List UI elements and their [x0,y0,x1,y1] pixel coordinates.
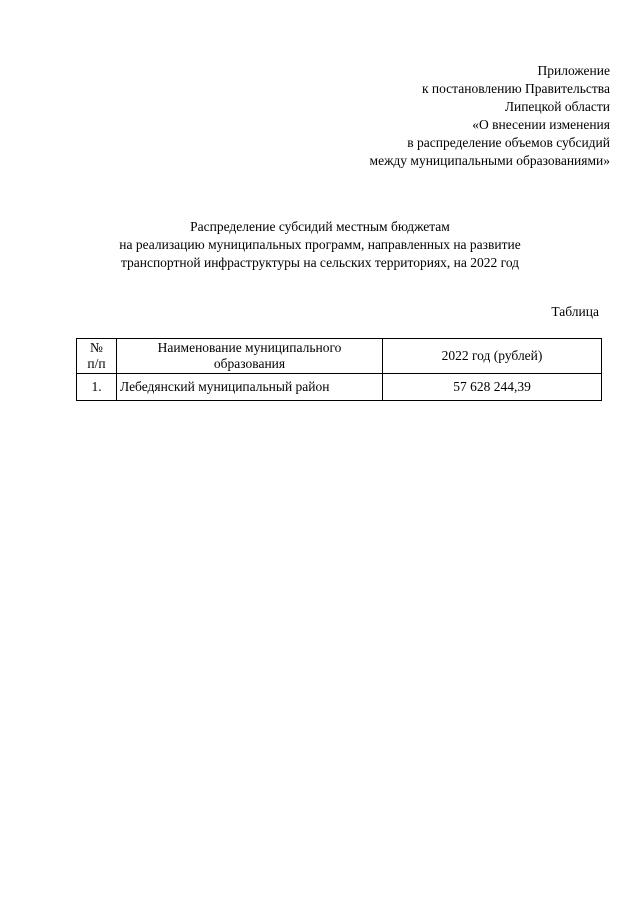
document-title [0,218,640,272]
appendix-line: Приложение [537,63,610,78]
title-line: транспортной инфраструктуры на сельских территориях, на 2022 год [120,255,520,270]
table-header-row [77,339,602,374]
subsidy-table [76,338,602,401]
header-name-line1: Наименование муниципального [157,340,342,355]
row-sum: 57 628 244,39 [383,374,602,401]
appendix-line: между муниципальными образованиями» [369,153,610,168]
title-line: на реализацию муниципальных программ, направленных на развитие [119,237,521,252]
table-row [77,374,602,401]
appendix-block [370,62,610,170]
header-number-line2: п/п [87,356,106,371]
header-name-line2: образования [213,356,286,371]
row-name: Лебедянский муниципальный район [117,374,383,401]
appendix-line: к постановлению Правительства [421,81,610,96]
table-label: Таблица [551,304,599,319]
title-line: Распределение субсидий местным бюджетам [190,219,450,234]
appendix-line: в распределение объемов субсидий [407,135,610,150]
appendix-line: «О внесении изменения [472,117,610,132]
header-number-line1: № [90,340,103,355]
header-number [77,339,117,374]
header-name [117,339,383,374]
appendix-line: Липецкой области [504,99,610,114]
row-number: 1. [77,374,117,401]
header-sum: 2022 год (рублей) [383,339,602,374]
